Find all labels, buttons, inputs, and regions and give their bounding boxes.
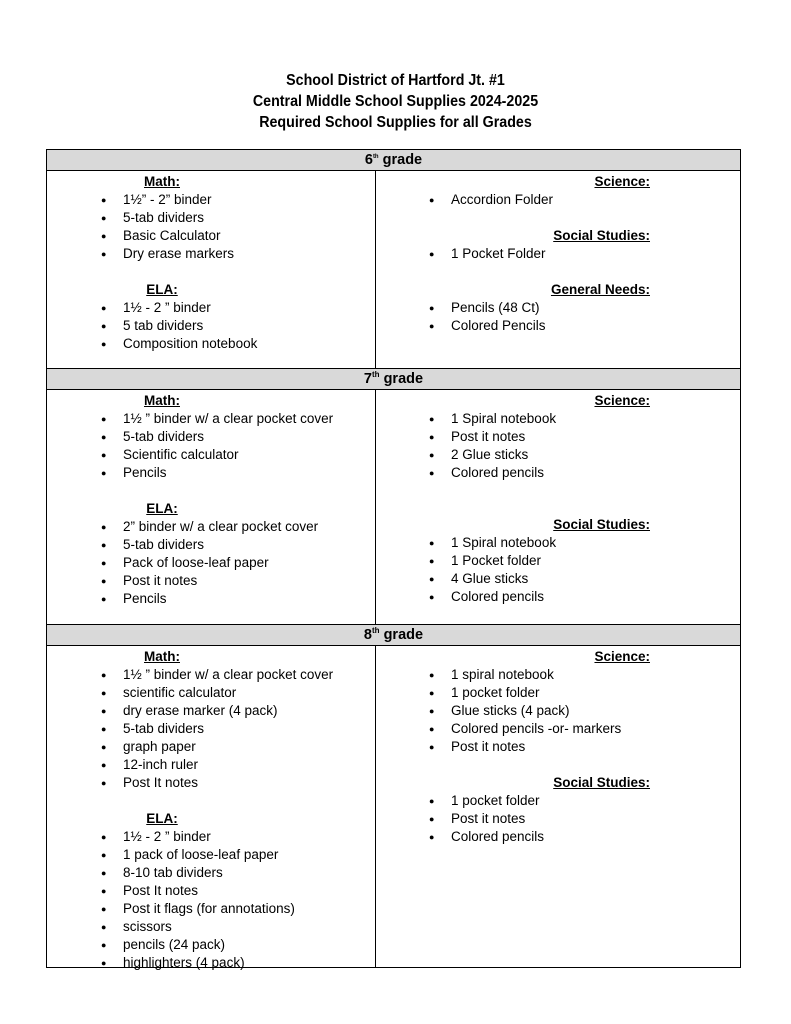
list-item: ● 1½” - 2” binder [47, 191, 375, 209]
grade-8-math-heading: Math: [144, 649, 180, 664]
grade-8-math-list [47, 666, 375, 792]
list-item: ● Colored pencils [375, 588, 739, 606]
grade-8-right-cell [375, 648, 739, 846]
grade-8-header [47, 624, 740, 646]
list-item: ● Glue sticks (4 pack) [375, 702, 739, 720]
list-item: ● Composition notebook [47, 335, 375, 353]
grade-8-science-heading: Science: [594, 649, 650, 664]
list-item: ● Scientific calculator [47, 446, 375, 464]
list-item: ● 1 Spiral notebook [375, 410, 739, 428]
list-item: ● 5-tab dividers [47, 720, 375, 738]
list-item: ● 8-10 tab dividers [47, 864, 375, 882]
grade-7-word: grade [383, 371, 424, 387]
grade-7-science-list [375, 410, 739, 482]
grade-7-suffix: th [371, 370, 380, 380]
grade-6-science-list [375, 191, 739, 209]
grade-8-suffix: th [371, 626, 380, 636]
document-title [32, 70, 760, 133]
grade-6-math-list [47, 191, 375, 263]
grade-6-social-studies-list [375, 245, 739, 263]
grade-6-number: 6 [364, 152, 373, 168]
list-item: ● 1½ - 2 ” binder [47, 828, 375, 846]
grade-6-ela-heading: ELA: [146, 282, 178, 297]
grade-8-social-studies-heading: Social Studies: [553, 775, 650, 790]
grade-6-science-heading: Science: [594, 174, 650, 189]
list-item: ● 1 Spiral notebook [375, 534, 739, 552]
list-item: ● 5-tab dividers [47, 428, 375, 446]
list-item: ● highlighters (4 pack) [47, 954, 375, 972]
grade-6-left-cell [47, 173, 375, 353]
list-item: ● Colored pencils [375, 828, 739, 846]
list-item: ● Post it notes [375, 738, 739, 756]
list-item: ● Pencils (48 Ct) [375, 299, 739, 317]
list-item: ● Colored pencils [375, 464, 739, 482]
list-item: ● Pack of loose-leaf paper [47, 554, 375, 572]
list-item: ● dry erase marker (4 pack) [47, 702, 375, 720]
title-line-subtitle: Required School Supplies for all Grades [259, 114, 532, 131]
grade-6-ela-list [47, 299, 375, 353]
grade-7-right-cell [375, 392, 739, 606]
list-item: ● 1 spiral notebook [375, 666, 739, 684]
list-item: ● 1½ ” binder w/ a clear pocket cover [47, 410, 375, 428]
grade-6-header [47, 150, 740, 171]
list-item: ● 1 pocket folder [375, 684, 739, 702]
grade-8-social-studies-list [375, 792, 739, 846]
grade-8-ela-list [47, 828, 375, 972]
list-item: ● 2 Glue sticks [375, 446, 739, 464]
list-item: ● Basic Calculator [47, 227, 375, 245]
list-item: ● Colored Pencils [375, 317, 739, 335]
list-item: ● Post it notes [47, 572, 375, 590]
list-item: ● Colored pencils -or- markers [375, 720, 739, 738]
grade-7-number: 7 [363, 371, 372, 387]
list-item: ● Post It notes [47, 774, 375, 792]
grade-6-word: grade [382, 152, 423, 168]
grade-8-left-cell [47, 648, 375, 972]
grade-6-suffix: th [372, 154, 379, 161]
list-item: ● scientific calculator [47, 684, 375, 702]
list-item: ● pencils (24 pack) [47, 936, 375, 954]
list-item: ● Accordion Folder [375, 191, 739, 209]
list-item: ● Post it notes [375, 428, 739, 446]
list-item: ● Pencils [47, 464, 375, 482]
list-item: ● Dry erase markers [47, 245, 375, 263]
grade-6-general-needs-list [375, 299, 739, 335]
grade-8-word: grade [383, 627, 424, 643]
grade-7-social-studies-heading: Social Studies: [553, 517, 650, 532]
grade-7-math-list [47, 410, 375, 482]
list-item: ● Post it notes [375, 810, 739, 828]
grade-6-general-needs-heading: General Needs: [550, 282, 650, 297]
list-item: ● Post It notes [47, 882, 375, 900]
title-line-school: Central Middle School Supplies 2024-2025 [252, 93, 539, 110]
grade-8-number: 8 [363, 627, 372, 643]
grade-7-science-heading: Science: [594, 393, 650, 408]
list-item: ● 5-tab dividers [47, 209, 375, 227]
grade-7-math-heading: Math: [144, 393, 180, 408]
title-line-district: School District of Hartford Jt. #1 [286, 72, 505, 89]
list-item: ● 5 tab dividers [47, 317, 375, 335]
list-item: ● 2” binder w/ a clear pocket cover [47, 518, 375, 536]
grade-7-header [47, 368, 740, 390]
list-item: ● scissors [47, 918, 375, 936]
grade-7-social-studies-list [375, 534, 739, 606]
list-item: ● 5-tab dividers [47, 536, 375, 554]
list-item: ● 1 pocket folder [375, 792, 739, 810]
grade-7-left-cell [47, 392, 375, 608]
grade-8-ela-heading: ELA: [146, 811, 178, 826]
list-item: ● 12-inch ruler [47, 756, 375, 774]
supplies-table [46, 149, 741, 968]
list-item: ● 1½ - 2 ” binder [47, 299, 375, 317]
grade-6-math-heading: Math: [144, 174, 180, 189]
grade-7-ela-heading: ELA: [146, 501, 178, 516]
grade-7-ela-list [47, 518, 375, 608]
grade-8-science-list [375, 666, 739, 756]
list-item: ● Post it flags (for annotations) [47, 900, 375, 918]
list-item: ● 1 pack of loose-leaf paper [47, 846, 375, 864]
grade-6-right-cell [375, 173, 739, 335]
list-item: ● graph paper [47, 738, 375, 756]
grade-6-social-studies-heading: Social Studies: [553, 228, 650, 243]
list-item: ● 1 Pocket folder [375, 552, 739, 570]
list-item: ● 1½ ” binder w/ a clear pocket cover [47, 666, 375, 684]
list-item: ● Pencils [47, 590, 375, 608]
list-item: ● 1 Pocket Folder [375, 245, 739, 263]
list-item: ● 4 Glue sticks [375, 570, 739, 588]
